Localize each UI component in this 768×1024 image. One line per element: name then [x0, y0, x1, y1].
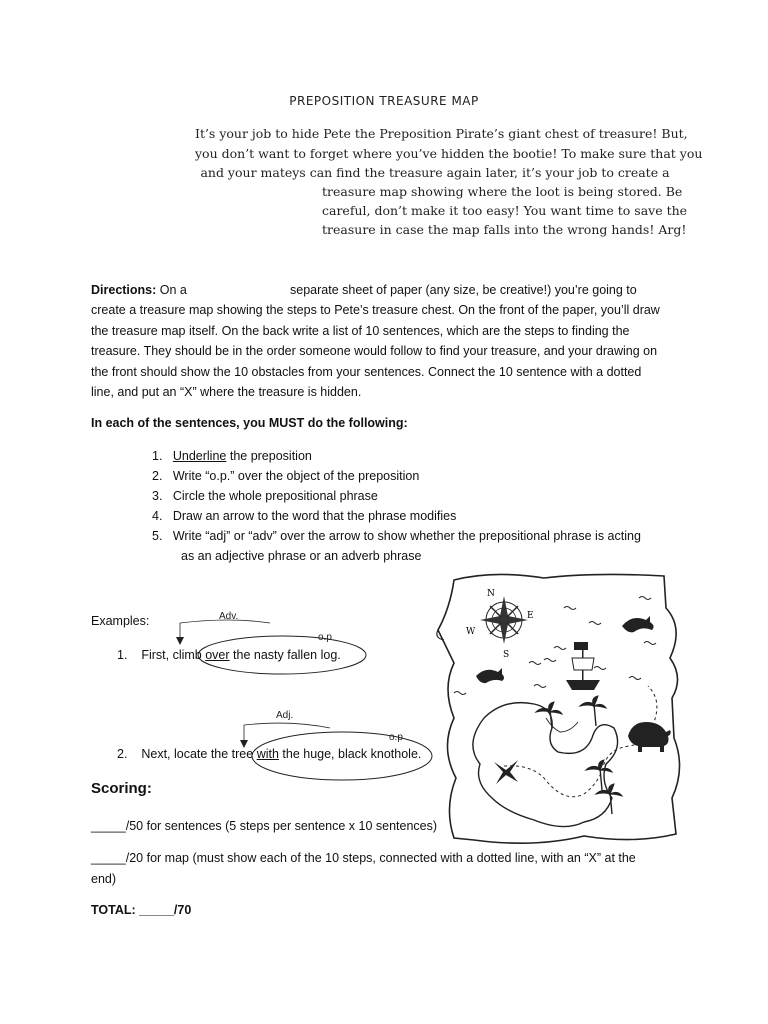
- example-sentence-1: [117, 645, 341, 666]
- score-sentences: _____/50 for sentences (5 steps per sentence x 10 sentences): [91, 819, 438, 833]
- directions-line-2: create a treasure map showing the steps to Pete’s treasure chest. On the front of the paper, you’ll draw: [91, 303, 660, 317]
- examples-label: Examples:: [91, 614, 150, 628]
- scoring-heading: Scoring:: [91, 780, 152, 797]
- requirement-item-3: [152, 486, 378, 507]
- requirement-item-4: [152, 506, 456, 527]
- score-total: TOTAL: _____/70: [91, 903, 192, 917]
- compass-s: S: [503, 650, 510, 660]
- intro-line-6: treasure in case the map falls into the wrong hands! Arg!: [322, 222, 687, 237]
- requirement-text: Write “o.p.” over the object of the preposition: [172, 469, 420, 483]
- requirement-item-2: [152, 466, 419, 487]
- directions-line-3: the treasure map itself. On the back write a list of 10 sentences, which are the steps to finding the: [91, 324, 630, 338]
- list-number: 1.: [117, 648, 128, 662]
- directions-line-6: line, and put an “X” where the treasure is hidden.: [91, 385, 362, 399]
- score-map-line-2: end): [91, 872, 117, 886]
- preposition-underlined: with: [256, 747, 279, 761]
- list-number: 5.: [152, 529, 163, 543]
- intro-line-3: and your mateys can find the treasure again later, it’s your job to create a: [200, 165, 670, 180]
- directions-line-5: the front should show the 10 obstacles from your sentences. Connect the 10 sentence with a dotted: [91, 365, 642, 379]
- example1-op-label: o.p: [318, 632, 332, 643]
- directions-line-4: treasure. They should be in the order someone would follow to find your treasure, and your drawing on: [91, 344, 658, 358]
- requirement-item-5-cont: as an adjective phrase or an adverb phrase: [181, 549, 422, 563]
- requirement-text: Draw an arrow to the word that the phrase modifies: [172, 509, 457, 523]
- intro-line-1: It’s your job to hide Pete the Preposition Pirate’s giant chest of treasure! But,: [195, 126, 688, 141]
- treasure-map-illustration: [434, 568, 692, 850]
- requirements-heading: In each of the sentences, you MUST do the following:: [91, 416, 408, 430]
- sentence-text: First, climb: [141, 648, 206, 662]
- requirement-text: Write “adj” or “adv” over the arrow to show whether the prepositional phrase is acting: [172, 529, 641, 543]
- sentence-text: Next, locate the tree: [141, 747, 257, 761]
- compass-w: W: [466, 627, 476, 637]
- requirement-text: Circle the whole prepositional phrase: [172, 489, 378, 503]
- preposition-underlined: over: [205, 648, 230, 662]
- list-number: 4.: [152, 509, 163, 523]
- requirement-item-5: [152, 526, 641, 547]
- requirement-item-1: [152, 446, 312, 467]
- list-number: 3.: [152, 489, 163, 503]
- page-title: PREPOSITION TREASURE MAP: [289, 94, 479, 108]
- list-number: 2.: [152, 469, 163, 483]
- directions-line-1b: separate sheet of paper (any size, be creative!) you’re going to: [290, 283, 637, 297]
- directions-label: Directions:: [91, 283, 157, 297]
- score-map-line-1: _____/20 for map (must show each of the 10 steps, connected with a dotted line, with an “X” at the: [91, 851, 636, 865]
- intro-line-2: you don’t want to forget where you’ve hidden the bootie! To make sure that you: [195, 146, 703, 161]
- example2-adj-label: Adj.: [276, 710, 294, 721]
- sentence-text: the nasty fallen log.: [229, 648, 341, 662]
- compass-e: E: [527, 611, 534, 621]
- list-number: 1.: [152, 449, 163, 463]
- compass-n: N: [487, 589, 495, 599]
- underline-word: Underline: [172, 449, 227, 463]
- intro-line-5: careful, don’t make it too easy! You want time to save the: [322, 203, 688, 218]
- directions-on-a: On a: [159, 283, 187, 297]
- requirement-text: the preposition: [226, 449, 312, 463]
- list-number: 2.: [117, 747, 128, 761]
- intro-line-4: treasure map showing where the loot is being stored. Be: [322, 184, 683, 199]
- example-sentence-2: [117, 744, 421, 765]
- example1-adv-label: Adv.: [219, 611, 239, 622]
- example2-op-label: o.p: [389, 732, 403, 743]
- sentence-text: the huge, black knothole.: [278, 747, 422, 761]
